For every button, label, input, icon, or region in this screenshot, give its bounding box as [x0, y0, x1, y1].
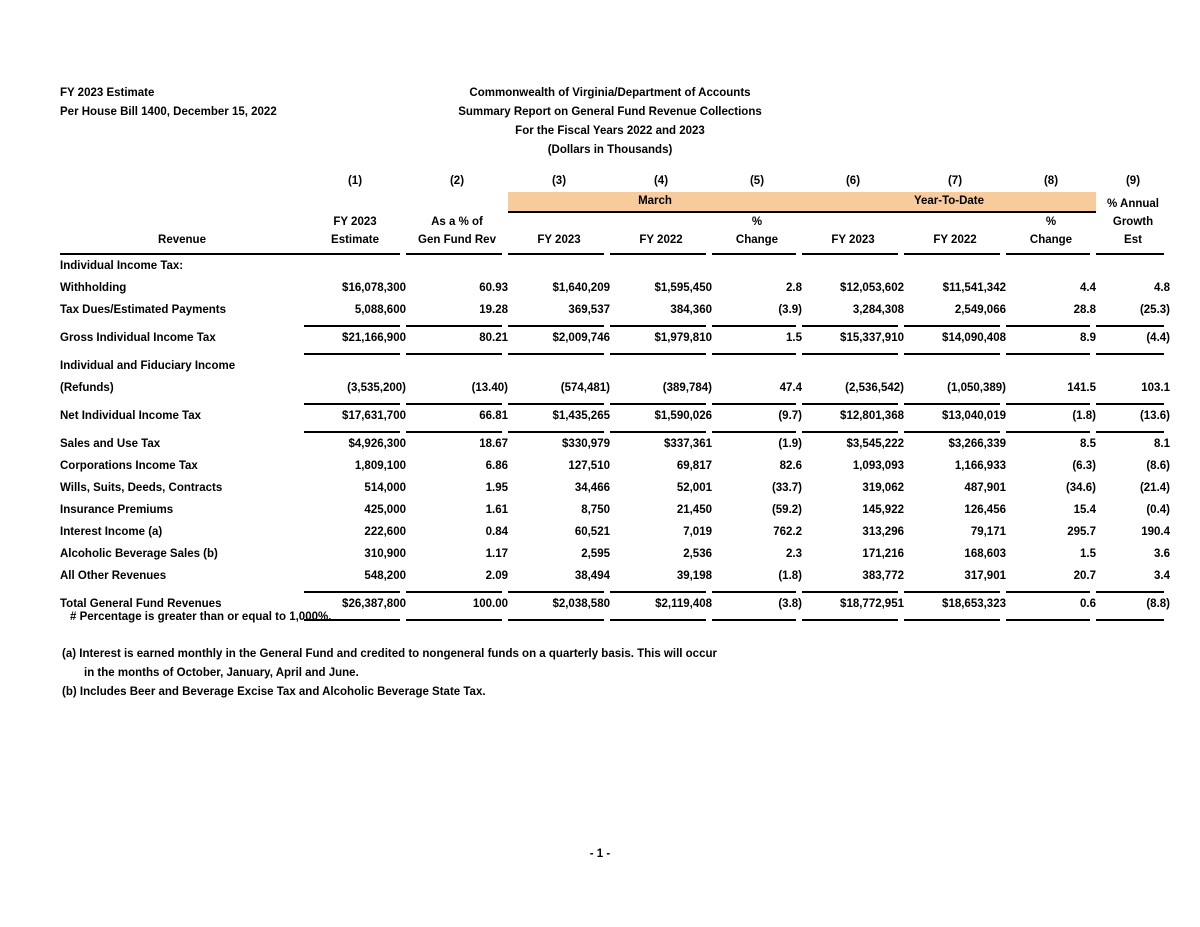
col2-header-line4: Gen Fund Rev — [418, 234, 496, 246]
row-c9: (25.3) — [1139, 304, 1170, 316]
row-label: Corporations Income Tax — [60, 460, 198, 472]
row-c4: $1,979,810 — [654, 332, 712, 344]
header-band-row — [60, 192, 1170, 213]
report-header-center — [330, 84, 890, 160]
row-c1: 425,000 — [364, 504, 406, 516]
row-c5: (9.7) — [778, 410, 802, 422]
table-row — [60, 299, 1170, 321]
row-c6: 171,216 — [862, 548, 904, 560]
row-c2: 0.84 — [485, 526, 508, 538]
row-c6: $18,772,951 — [840, 598, 904, 610]
row-c6: 319,062 — [862, 482, 904, 494]
row-c4: 21,450 — [676, 504, 712, 516]
row-c6: 145,922 — [862, 504, 904, 516]
org-title: Commonwealth of Virginia/Department of Accounts — [469, 87, 751, 99]
row-c5: (33.7) — [771, 482, 802, 494]
table-row — [60, 477, 1170, 499]
row-c2 — [406, 255, 508, 277]
row-c9: (0.4) — [1146, 504, 1170, 516]
table-row — [60, 455, 1170, 477]
row-c8: 20.7 — [1073, 570, 1096, 582]
row-c4: $337,361 — [664, 438, 712, 450]
fiscal-years-line: For the Fiscal Years 2022 and 2023 — [515, 125, 705, 137]
table-row — [60, 327, 1170, 349]
colnum-2: (2) — [449, 175, 465, 187]
table-row — [60, 377, 1170, 399]
row-c4: 52,001 — [676, 482, 712, 494]
col6-header-line3 — [802, 213, 904, 231]
row-c8 — [1006, 255, 1096, 277]
col5-header-line4: Change — [735, 234, 779, 246]
row-c5: 47.4 — [779, 382, 802, 394]
table-row — [60, 565, 1170, 587]
colnum-6: (6) — [845, 175, 861, 187]
row-c2: 6.86 — [485, 460, 508, 472]
row-c6: 1,093,093 — [852, 460, 904, 472]
row-c3: (574,481) — [560, 382, 610, 394]
house-bill-line: Per House Bill 1400, December 15, 2022 — [60, 106, 277, 118]
colnum-5: (5) — [749, 175, 765, 187]
row-c1: 514,000 — [364, 482, 406, 494]
rule-c5 — [712, 615, 802, 621]
row-label: Individual and Fiduciary Income — [60, 360, 236, 372]
row-c1: 5,088,600 — [354, 304, 406, 316]
row-c6: $3,545,222 — [846, 438, 904, 450]
column-number-row — [60, 170, 1170, 192]
row-c5: 762.2 — [773, 526, 802, 538]
row-c1: $16,078,300 — [342, 282, 406, 294]
colnum-blank — [60, 170, 304, 192]
row-c7: 317,901 — [964, 570, 1006, 582]
report-title: Summary Report on General Fund Revenue Collections — [458, 106, 762, 118]
row-c8: 8.5 — [1080, 438, 1096, 450]
row-c7: 487,901 — [964, 482, 1006, 494]
row-c7: $14,090,408 — [942, 332, 1006, 344]
colnum-7: (7) — [947, 175, 963, 187]
row-c5: 82.6 — [779, 460, 802, 472]
row-label: Alcoholic Beverage Sales (b) — [60, 548, 218, 560]
col3-header-line4: FY 2023 — [537, 234, 581, 246]
row-c6: (2,536,542) — [845, 382, 904, 394]
row-c5: 2.8 — [786, 282, 802, 294]
footnote-a-line2: in the months of October, January, April and June. — [84, 667, 359, 679]
units-line: (Dollars in Thousands) — [547, 144, 673, 156]
row-c9: 4.8 — [1154, 282, 1170, 294]
row-c7: (1,050,389) — [947, 382, 1006, 394]
row-c9 — [1096, 255, 1170, 277]
row-c9: 3.6 — [1154, 548, 1170, 560]
band-row-blank — [60, 192, 304, 213]
row-c8: 8.9 — [1080, 332, 1096, 344]
row-label: Sales and Use Tax — [60, 438, 161, 450]
row-c2: (13.40) — [471, 382, 508, 394]
row-c3: 34,466 — [574, 482, 610, 494]
row-c9: 3.4 — [1154, 570, 1170, 582]
row-label: Gross Individual Income Tax — [60, 332, 216, 344]
row-c5: (3.9) — [778, 304, 802, 316]
row-c7: $18,653,323 — [942, 598, 1006, 610]
col1-header-line3: FY 2023 — [333, 216, 377, 228]
table-row — [60, 355, 1170, 377]
row-c5: 2.3 — [786, 548, 802, 560]
row-c2: 80.21 — [479, 332, 508, 344]
row-c3: 38,494 — [574, 570, 610, 582]
row-c9: 103.1 — [1141, 382, 1170, 394]
row-c9: (8.8) — [1146, 598, 1170, 610]
row-c4: $1,590,026 — [654, 410, 712, 422]
table-row — [60, 255, 1170, 277]
colnum-8: (8) — [1043, 175, 1059, 187]
header-line-3 — [60, 231, 1170, 249]
row-c1: $26,387,800 — [342, 598, 406, 610]
row-label: (Refunds) — [60, 382, 114, 394]
row-c8: (1.8) — [1072, 410, 1096, 422]
row-c1: 1,809,100 — [354, 460, 406, 472]
row-c7: 168,603 — [964, 548, 1006, 560]
col7-header-line3 — [904, 213, 1006, 231]
col9-header-line1: % Annual — [1107, 198, 1159, 210]
col3-header-line3 — [508, 213, 610, 231]
row-c3 — [508, 355, 610, 377]
row-c1: 222,600 — [364, 526, 406, 538]
row-c4: 7,019 — [683, 526, 712, 538]
row-c5: (59.2) — [771, 504, 802, 516]
revenue-col-header: Revenue — [158, 234, 206, 246]
row-c3: $1,435,265 — [552, 410, 610, 422]
row-c2: 60.93 — [479, 282, 508, 294]
group-band-ytd-cell — [802, 192, 1096, 213]
row-c6: 3,284,308 — [852, 304, 904, 316]
row-c2: 66.81 — [479, 410, 508, 422]
row-c7 — [904, 255, 1006, 277]
rule-c6 — [802, 615, 904, 621]
row-c5: (1.9) — [778, 438, 802, 450]
colnum-4: (4) — [653, 175, 669, 187]
row-c5 — [712, 255, 802, 277]
table-row — [60, 433, 1170, 455]
footnote-hash: # Percentage is greater than or equal to 1,000%. — [70, 611, 332, 623]
col7-header-line4: FY 2022 — [933, 234, 977, 246]
row-c1: $4,926,300 — [348, 438, 406, 450]
footnote-a-line1: (a) Interest is earned monthly in the General Fund and credited to nongeneral funds on a quarterly basis. This will occur — [62, 648, 717, 660]
row-c8: 4.4 — [1080, 282, 1096, 294]
table-row — [60, 277, 1170, 299]
row-c1 — [304, 355, 406, 377]
page-number: - 1 - — [589, 848, 611, 860]
hdr2-blank — [60, 213, 304, 231]
row-c8: 1.5 — [1080, 548, 1096, 560]
row-c4: 384,360 — [670, 304, 712, 316]
band-row-c1 — [304, 192, 406, 213]
group-band-march-cell — [508, 192, 802, 213]
row-c8 — [1006, 355, 1096, 377]
row-c9: (4.4) — [1146, 332, 1170, 344]
revenue-table — [60, 170, 1170, 621]
col8-header-line3: % — [1045, 216, 1057, 228]
row-c6 — [802, 355, 904, 377]
row-label: Wills, Suits, Deeds, Contracts — [60, 482, 223, 494]
group-band-march: March — [508, 192, 802, 213]
row-c8: 0.6 — [1080, 598, 1096, 610]
table-row — [60, 499, 1170, 521]
row-c8: 15.4 — [1073, 504, 1096, 516]
col4-header-line3 — [610, 213, 712, 231]
row-c9: (8.6) — [1146, 460, 1170, 472]
row-c2 — [406, 355, 508, 377]
row-c8: 295.7 — [1067, 526, 1096, 538]
row-c3: 369,537 — [568, 304, 610, 316]
row-label: Insurance Premiums — [60, 504, 174, 516]
row-label: Interest Income (a) — [60, 526, 163, 538]
colnum-9: (9) — [1125, 175, 1141, 187]
colnum-1: (1) — [347, 175, 363, 187]
row-c6 — [802, 255, 904, 277]
row-c6: $12,053,602 — [840, 282, 904, 294]
row-c1: (3,535,200) — [347, 382, 406, 394]
table-row — [60, 521, 1170, 543]
row-c6: $15,337,910 — [840, 332, 904, 344]
row-c7: 79,171 — [970, 526, 1006, 538]
row-c7: 1,166,933 — [954, 460, 1006, 472]
row-c4: 39,198 — [676, 570, 712, 582]
row-c4: 69,817 — [676, 460, 712, 472]
table-row — [60, 543, 1170, 565]
row-c3: 2,595 — [581, 548, 610, 560]
row-c3: 8,750 — [581, 504, 610, 516]
row-c8: 141.5 — [1067, 382, 1096, 394]
row-c1: $21,166,900 — [342, 332, 406, 344]
col4-header-line4: FY 2022 — [639, 234, 683, 246]
row-c2: 1.17 — [485, 548, 508, 560]
row-c7: 126,456 — [964, 504, 1006, 516]
row-c4 — [610, 255, 712, 277]
row-c4: $1,595,450 — [654, 282, 712, 294]
row-c9: 8.1 — [1154, 438, 1170, 450]
row-label: Tax Dues/Estimated Payments — [60, 304, 226, 316]
row-c3 — [508, 255, 610, 277]
col9-header-line2: Growth — [1112, 216, 1154, 228]
col2-header-line3: As a % of — [431, 216, 483, 228]
footnotes-block — [62, 608, 717, 702]
row-c9 — [1096, 355, 1170, 377]
row-c1: $17,631,700 — [342, 410, 406, 422]
row-c1: 310,900 — [364, 548, 406, 560]
row-c4: (389,784) — [662, 382, 712, 394]
row-c4: $2,119,408 — [655, 598, 712, 610]
row-label: Net Individual Income Tax — [60, 410, 202, 422]
rule-c9 — [1096, 615, 1170, 621]
row-c7 — [904, 355, 1006, 377]
row-c8: (6.3) — [1072, 460, 1096, 472]
row-c3: $330,979 — [562, 438, 610, 450]
rule-c8 — [1006, 615, 1096, 621]
row-c3: $2,038,580 — [552, 598, 610, 610]
row-c7: 2,549,066 — [954, 304, 1006, 316]
row-c5 — [712, 355, 802, 377]
row-c7: $11,541,342 — [942, 282, 1006, 294]
header-line-2 — [60, 213, 1170, 231]
row-c6: 383,772 — [862, 570, 904, 582]
report-header-left — [60, 84, 277, 122]
row-c3: $2,009,746 — [552, 332, 610, 344]
row-label: Total General Fund Revenues — [60, 598, 222, 610]
row-c9: 190.4 — [1141, 526, 1170, 538]
row-label: Individual Income Tax: — [60, 260, 184, 272]
fy-estimate-line: FY 2023 Estimate — [60, 87, 155, 99]
table-row — [60, 405, 1170, 427]
row-c7: $13,040,019 — [942, 410, 1006, 422]
row-c5: (1.8) — [778, 570, 802, 582]
row-label: Withholding — [60, 282, 127, 294]
row-c8: 28.8 — [1073, 304, 1096, 316]
row-c3: $1,640,209 — [552, 282, 610, 294]
row-c6: $12,801,368 — [840, 410, 904, 422]
row-c9: (13.6) — [1139, 410, 1170, 422]
row-c3: 127,510 — [568, 460, 610, 472]
row-c2: 19.28 — [479, 304, 508, 316]
row-c2: 1.61 — [485, 504, 508, 516]
col6-header-line4: FY 2023 — [831, 234, 875, 246]
row-c2: 1.95 — [485, 482, 508, 494]
row-c7: $3,266,339 — [948, 438, 1006, 450]
row-c5: (3.8) — [778, 598, 802, 610]
row-c8: (34.6) — [1065, 482, 1096, 494]
row-c5: 1.5 — [786, 332, 802, 344]
col9-header-line4: Est — [1124, 234, 1142, 246]
row-c1: 548,200 — [364, 570, 406, 582]
row-c2: 100.00 — [472, 598, 508, 610]
col8-header-line4: Change — [1029, 234, 1073, 246]
rule-c7 — [904, 615, 1006, 621]
row-c1 — [304, 255, 406, 277]
band-row-c2 — [406, 192, 508, 213]
row-c2: 18.67 — [479, 438, 508, 450]
row-c4 — [610, 355, 712, 377]
col5-header-line3: % — [751, 216, 763, 228]
row-c3: 60,521 — [574, 526, 610, 538]
group-band-ytd: Year-To-Date — [802, 192, 1096, 213]
row-c9: (21.4) — [1139, 482, 1170, 494]
row-c6: 313,296 — [862, 526, 904, 538]
row-label: All Other Revenues — [60, 570, 167, 582]
row-c4: 2,536 — [683, 548, 712, 560]
footnote-b: (b) Includes Beer and Beverage Excise Tax and Alcoholic Beverage State Tax. — [62, 686, 486, 698]
row-c2: 2.09 — [485, 570, 508, 582]
col1-header-line4: Estimate — [331, 234, 379, 246]
colnum-3: (3) — [551, 175, 567, 187]
